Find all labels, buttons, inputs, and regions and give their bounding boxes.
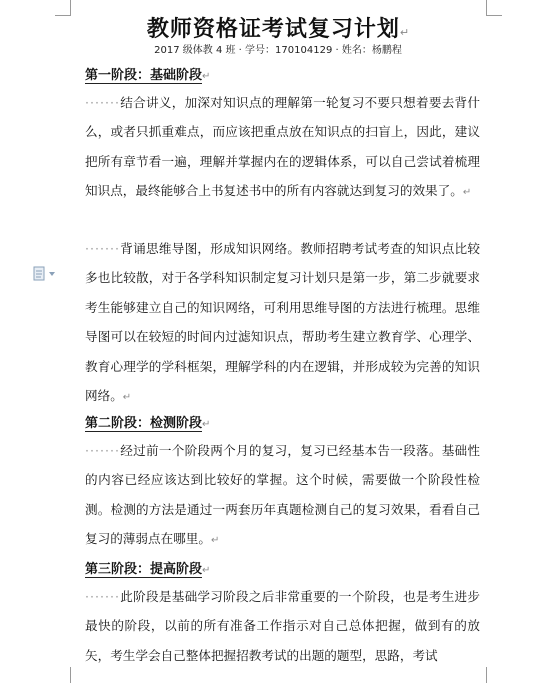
paragraph-text: 背诵思维导图，形成知识网络。教师招聘考试考查的知识点比较多也比较散，对于各学科知识制定复习计划只是第一步，第二步就要求考生能够建立自己的知识网络，可利用思维导图的方法进行梳理。思维导图可以在较短的时间内过滤知识点，帮助考生建立教育学、心理学、教育心理学的学科框架，理解学科的内在逻辑，并形成较为完善的知识网络。 [85,241,480,404]
paragraph-text: 结合讲义，加深对知识点的理解第一轮复习不要只想着要去背什么，或者只抓重难点，而应该把重点放在知识点的扫盲上，因此，建议把所有章节看一遍，理解并掌握内在的逻辑体系，可以自己尝试着梳理知识点，最终能够合上书复述书中的所有内容就达到复习的效果了。 [85,95,480,199]
paragraph-mark-icon: ↵ [202,419,211,430]
paragraph-mark-icon: ↵ [122,392,132,404]
paragraph-text: 此阶段是基础学习阶段之后非常重要的一个阶段，也是考生进步最快的阶段，以前的所有准备工作指示对自己总体把握，做到有的放矢，考生学会自己整体把握招教考试的出题的题型，思路，考试 [85,589,480,663]
indent-marker: ······· [85,443,121,458]
section-2-paragraph-1 [85,436,480,556]
paragraph-text: 经过前一个阶段两个月的复习，复习已经基本告一段落。基础性的内容已经应该达到比较好的掌握。这个时候，需要做一个阶段性检测。检测的方法是通过一两套历年真题检测自己的复习效果，看看自己复习的薄弱点在哪里。 [85,443,480,547]
document-subtitle: 2017 级体教 4 班 · 学号：170104129 · 姓名：杨鹏程 [154,45,402,56]
paragraph-mark-icon: ↵ [202,71,211,82]
document-title [0,12,556,43]
section-1-paragraph-1 [85,88,480,208]
paragraph-mark-icon: ↵ [462,187,472,199]
paragraph-mark-icon: ↵ [399,26,410,39]
crop-mark-bottom-left-v [70,667,71,683]
heading-text: 第二阶段：检测阶段 [85,416,203,431]
indent-marker: ······· [85,95,121,110]
paragraph-options-icon[interactable] [32,266,62,282]
indent-marker: ······· [85,241,121,256]
section-heading-1 [85,64,210,83]
section-heading-3 [85,558,210,577]
section-1-paragraph-2 [85,234,480,412]
heading-text: 第三阶段：提高阶段 [85,562,203,577]
section-heading-2 [85,412,210,431]
paragraph-mark-icon: ↵ [202,565,211,576]
indent-marker: ······· [85,589,121,604]
heading-text: 第一阶段：基础阶段 [85,68,203,83]
paragraph-mark-icon: ↵ [210,535,220,547]
title-text: 教师资格证考试复习计划 [146,16,400,42]
crop-mark-bottom-right-v [486,667,487,683]
section-3-paragraph-1 [85,582,480,670]
